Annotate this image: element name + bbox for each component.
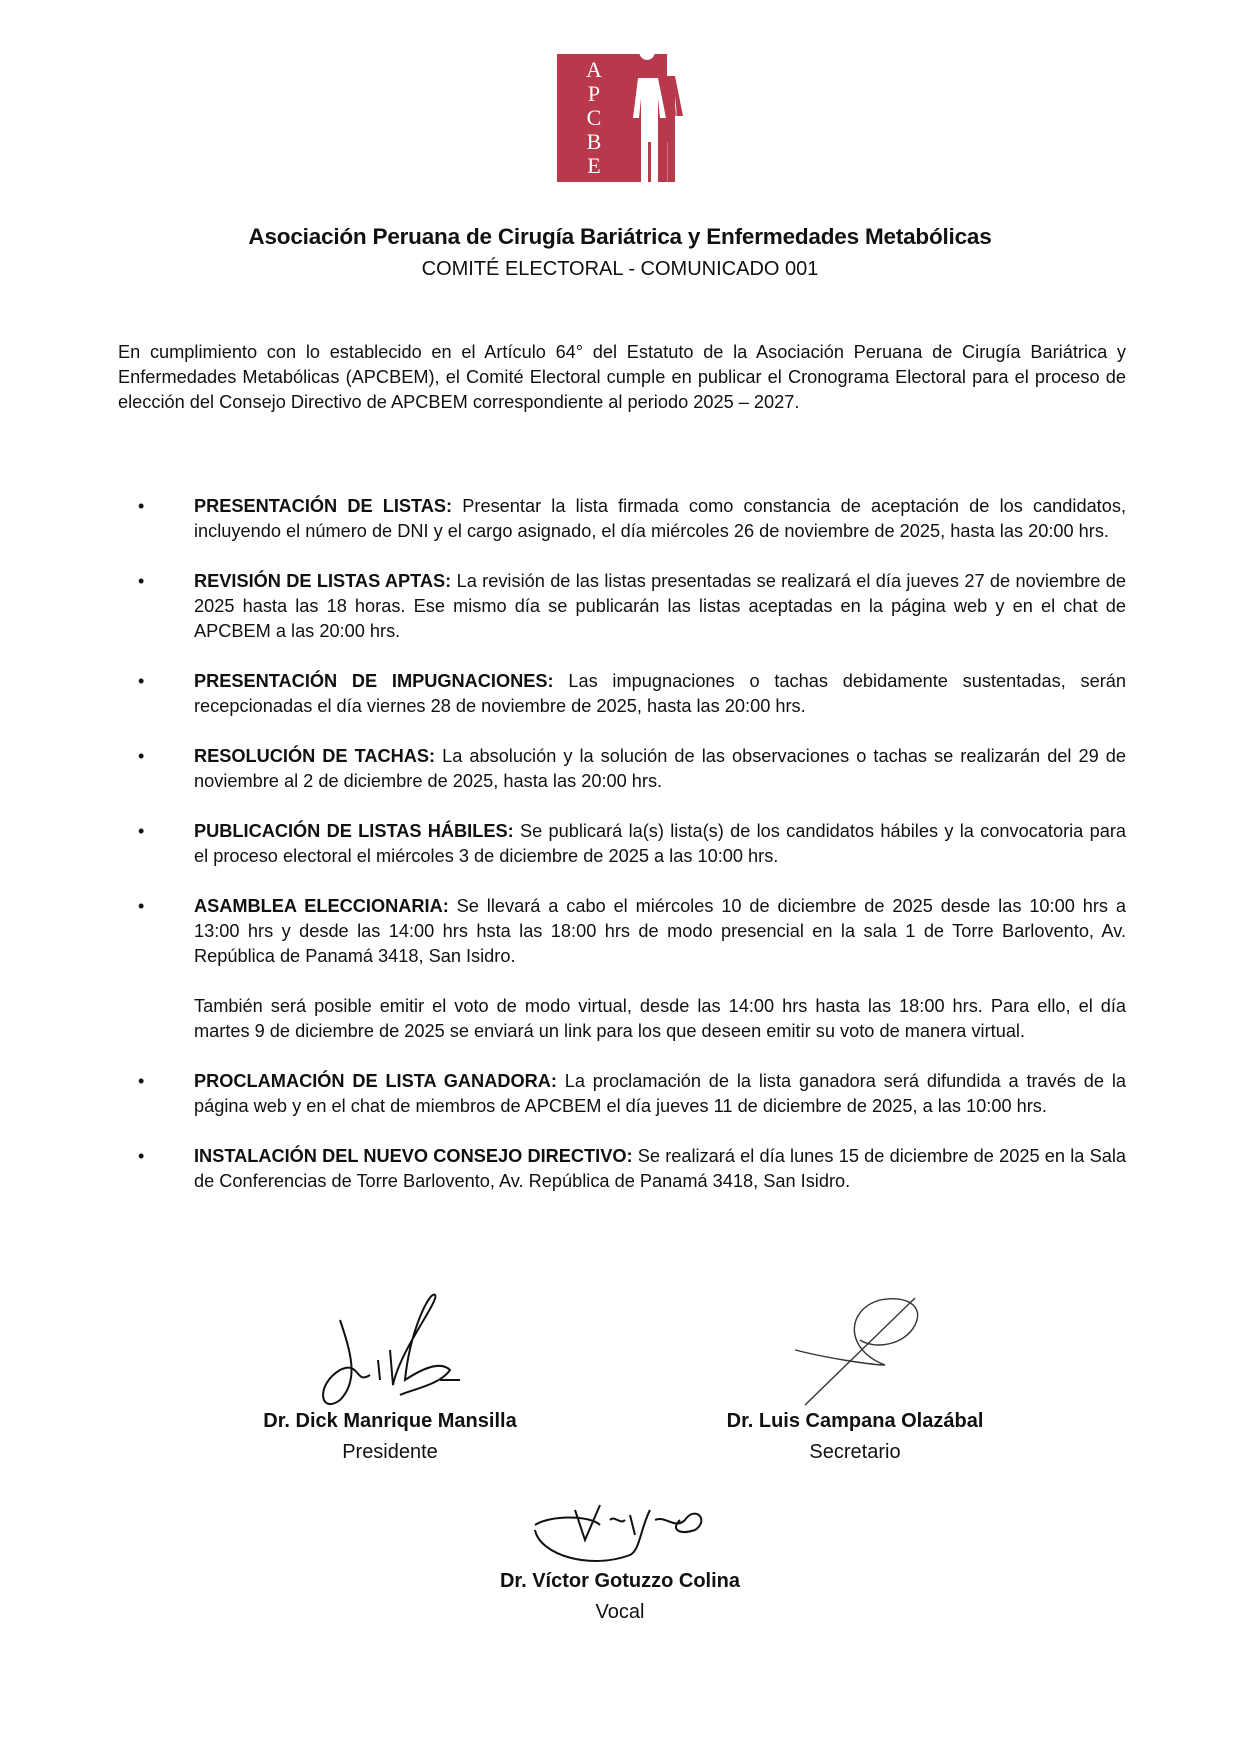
human-figure-icon: [621, 54, 691, 182]
logo-letters: [581, 58, 607, 202]
signatory-role: Vocal: [595, 1601, 645, 1623]
item-label: INSTALACIÓN DEL NUEVO CONSEJO DIRECTIVO:: [194, 1146, 633, 1166]
signature-block-president: [225, 1290, 555, 1464]
bullet-icon: •: [138, 821, 145, 841]
item-extra-paragraph: También será posible emitir el voto de modo virtual, desde las 14:00 hrs hasta las 18:00 hrs. Para ello, el día martes 9 de diciembre de 2025 se enviará un link para los que deseen emitir su voto de manera virtual.: [194, 996, 1126, 1041]
list-item: [118, 569, 1126, 644]
document-subtitle: COMITÉ ELECTORAL - COMUNICADO 001: [421, 258, 819, 280]
list-item: [118, 819, 1126, 869]
list-item: [118, 1144, 1126, 1194]
signatory-role: Secretario: [809, 1441, 901, 1463]
logo-letter: B: [586, 129, 602, 154]
item-text: Se realizará el día lunes 15 de diciembre de 2025 en la Sala de Conferencias de Torre Barlovento, Av. República de Panamá 3418, San Isidro.: [194, 1146, 1126, 1191]
signature-icon: [530, 1500, 710, 1570]
signature-icon: [300, 1290, 480, 1410]
logo-letter: P: [587, 81, 601, 106]
list-item: [118, 894, 1126, 1044]
item-label: ASAMBLEA ELECCIONARIA:: [194, 896, 449, 916]
item-text: Presentar la lista firmada como constancia de aceptación de los candidatos, incluyendo el número de DNI y el cargo asignado, el día miércoles 26 de noviembre de 2025, hasta las 20:00 hrs.: [194, 496, 1126, 541]
item-label: PROCLAMACIÓN DE LISTA GANADORA:: [194, 1071, 557, 1091]
item-text: Las impugnaciones o tachas debidamente sustentadas, serán recepcionadas el día viernes 28 de noviembre de 2025, hasta las 20:00 hrs.: [194, 671, 1126, 716]
logo-letter: A: [586, 57, 602, 82]
signatory-name: Dr. Luis Campana Olazábal: [726, 1410, 984, 1432]
apcbem-logo: [557, 54, 683, 202]
item-text: Se llevará a cabo el miércoles 10 de diciembre de 2025 desde las 10:00 hrs a 13:00 hrs y desde las 14:00 hrs hsta las 18:00 hrs de modo presencial en la sala 1 de Torre Barlovento, Av. República de Panamá 3418, San Isidro.: [194, 896, 1126, 966]
bullet-icon: •: [138, 896, 145, 916]
bullet-icon: •: [138, 1071, 145, 1091]
item-text: La revisión de las listas presentadas se realizará el día jueves 27 de noviembre de 2025 hasta las 18 horas. Ese mismo día se publicarán las listas aceptadas en la página web y en el chat de APCBEM a las 20:00 hrs.: [194, 571, 1127, 641]
signature-icon: [765, 1290, 945, 1410]
item-label: PRESENTACIÓN DE IMPUGNACIONES:: [194, 671, 554, 691]
signature-block-secretary: [690, 1290, 1020, 1464]
item-text: La proclamación de la lista ganadora será difundida a través de la página web y en el chat de miembros de APCBEM el día jueves 11 de diciembre de 2025, a las 10:00 hrs.: [194, 1071, 1126, 1116]
item-label: REVISIÓN DE LISTAS APTAS:: [194, 571, 452, 591]
intro-paragraph: En cumplimiento con lo establecido en el Artículo 64° del Estatuto de la Asociación Peruana de Cirugía Bariátrica y Enfermedades Metabólicas (APCBEM), el Comité Electoral cumple en publicar el Cronograma Electoral para el proceso de elección del Consejo Directivo de APCBEM correspondiente al periodo 2025 – 2027.: [118, 342, 1126, 412]
item-text: Se publicará la(s) lista(s) de los candidatos hábiles y la convocatoria para el proceso electoral el miércoles 3 de diciembre de 2025 a las 10:00 hrs.: [194, 821, 1126, 866]
bullet-icon: •: [138, 1146, 145, 1166]
logo-letter: C: [586, 105, 602, 130]
signatory-name: Dr. Víctor Gotuzzo Colina: [499, 1570, 740, 1592]
signatory-role: Presidente: [342, 1441, 438, 1463]
item-label: PUBLICACIÓN DE LISTAS HÁBILES:: [194, 821, 514, 841]
list-item: [118, 744, 1126, 794]
signature-block-vocal: [470, 1500, 770, 1624]
item-label: PRESENTACIÓN DE LISTAS:: [194, 496, 453, 516]
item-text: La absolución y la solución de las observaciones o tachas se realizarán del 29 de noviembre al 2 de diciembre de 2025, hasta las 20:00 hrs.: [194, 746, 1126, 791]
bullet-icon: •: [138, 746, 145, 766]
list-item: [118, 1069, 1126, 1119]
item-label: RESOLUCIÓN DE TACHAS:: [194, 746, 436, 766]
bullet-icon: •: [138, 671, 145, 691]
bullet-icon: •: [138, 496, 145, 516]
schedule-list: [118, 494, 1126, 1219]
signatory-name: Dr. Dick Manrique Mansilla: [263, 1410, 517, 1432]
bullet-icon: •: [138, 571, 145, 591]
list-item: [118, 669, 1126, 719]
list-item: [118, 494, 1126, 544]
organization-title: Asociación Peruana de Cirugía Bariátrica y Enfermedades Metabólicas: [248, 224, 992, 249]
logo-letter: E: [587, 153, 601, 178]
logo-letter: M: [584, 177, 604, 202]
